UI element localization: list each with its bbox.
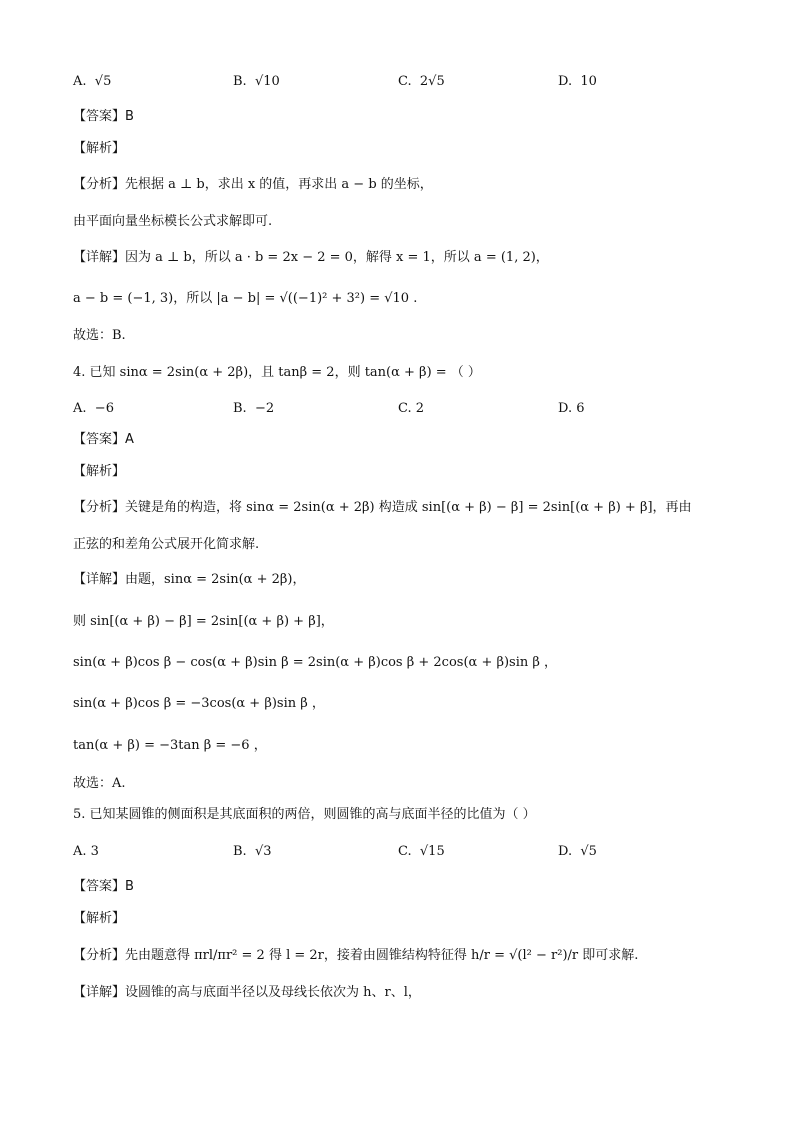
option-value: √5	[94, 74, 112, 89]
q4-option-d	[558, 399, 585, 419]
option-value: √15	[419, 844, 445, 859]
option-label: B.	[233, 74, 247, 89]
q5-detail-1: 【详解】设圆锥的高与底面半径以及母线长依次为 h、r、l，	[73, 985, 421, 1000]
q4-option-a	[73, 399, 114, 419]
q3-option-b	[233, 72, 280, 92]
option-label: B.	[233, 844, 247, 859]
option-value: −2	[254, 401, 275, 416]
q5-jiexi: 【解析】	[73, 911, 126, 926]
q4-detail-3: sin(α + β)cos β − cos(α + β)sin β = 2sin(α + β)cos β + 2cos(α + β)sin β ，	[73, 655, 558, 670]
q4-stem: 4. 已知 sinα = 2sin(α + 2β)，且 tanβ = 2，则 tan(α + β) = （ ）	[73, 365, 481, 380]
option-value: 2	[415, 401, 425, 416]
option-label: B.	[233, 401, 247, 416]
option-value: √3	[254, 844, 272, 859]
option-label: D.	[558, 74, 573, 89]
q3-answer: 【答案】B	[73, 109, 134, 124]
q4-jiexi: 【解析】	[73, 464, 126, 479]
q3-choice: 故选：B.	[73, 328, 126, 343]
option-label: A.	[73, 401, 87, 416]
option-label: A.	[73, 844, 87, 859]
option-label: D.	[558, 844, 573, 859]
q5-answer: 【答案】B	[73, 879, 134, 894]
option-label: A.	[73, 74, 87, 89]
q5-option-a	[73, 842, 99, 862]
q4-choice: 故选：A.	[73, 776, 126, 791]
q4-detail-1: 【详解】由题，sinα = 2sin(α + 2β)，	[73, 572, 306, 587]
option-label: C.	[398, 844, 412, 859]
q3-option-d	[558, 72, 597, 92]
q5-option-c	[398, 842, 445, 862]
q4-detail-2: 则 sin[(α + β) − β] = 2sin[(α + β) + β]，	[73, 614, 334, 629]
q3-analysis-2: 由平面向量坐标模长公式求解即可.	[73, 214, 273, 229]
q4-detail-4: sin(α + β)cos β = −3cos(α + β)sin β ，	[73, 696, 325, 711]
option-value: √5	[580, 844, 597, 859]
q3-option-a	[73, 72, 111, 92]
q4-option-c	[398, 399, 424, 419]
option-value: 2√5	[419, 74, 445, 89]
q4-answer: 【答案】A	[73, 432, 134, 447]
q4-analysis-1: 【分析】关键是角的构造，将 sinα = 2sin(α + 2β) 构造成 sin[(α + β) − β] = 2sin[(α + β) + β]，再由	[73, 500, 692, 515]
q3-detail-1: 【详解】因为 a ⊥ b，所以 a · b = 2x − 2 = 0，解得 x = 1，所以 a = (1, 2)，	[73, 250, 549, 265]
q3-analysis-1: 【分析】先根据 a ⊥ b，求出 x 的值，再求出 a − b 的坐标，	[73, 177, 433, 192]
option-label: C.	[398, 401, 412, 416]
q5-option-d	[558, 842, 597, 862]
option-value: 3	[90, 844, 99, 859]
option-value: −6	[94, 401, 114, 416]
option-value: 6	[576, 401, 585, 416]
q3-detail-2: a − b = (−1, 3)，所以 |a − b| = √((−1)² + 3²) = √10 .	[73, 291, 418, 306]
option-value: 10	[580, 74, 597, 89]
q4-option-b	[233, 399, 274, 419]
q5-analysis-1: 【分析】先由题意得 πrl/πr² = 2 得 l = 2r，接着由圆锥结构特征得 h/r = √(l² − r²)/r 即可求解.	[73, 948, 639, 963]
q4-detail-5: tan(α + β) = −3tan β = −6 ，	[73, 738, 267, 753]
q3-option-c	[398, 72, 445, 92]
option-label: C.	[398, 74, 412, 89]
q4-analysis-2: 正弦的和差角公式展开化简求解.	[73, 537, 260, 552]
q3-jiexi: 【解析】	[73, 141, 126, 156]
q5-stem: 5. 已知某圆锥的侧面积是其底面积的两倍，则圆锥的高与底面半径的比值为（ ）	[73, 807, 536, 822]
q5-option-b	[233, 842, 272, 862]
option-label: D.	[558, 401, 573, 416]
option-value: √10	[254, 74, 280, 89]
